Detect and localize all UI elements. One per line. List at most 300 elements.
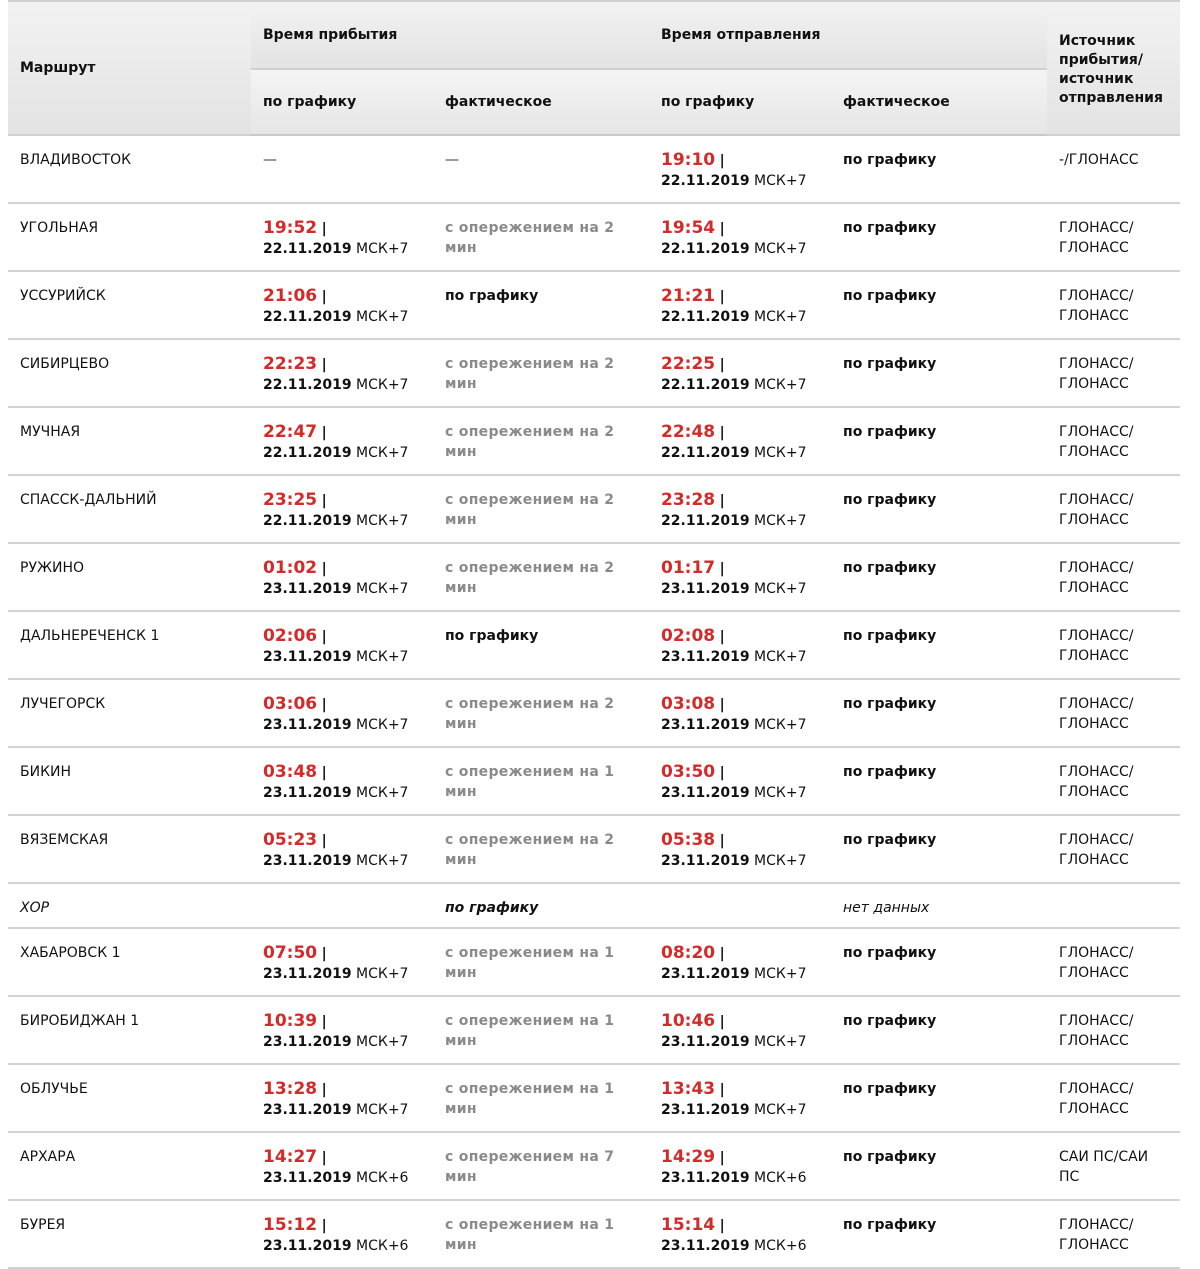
- source-label: ГЛОНАСС/ ГЛОНАСС: [1059, 832, 1134, 868]
- dep-time: 02:08: [661, 626, 716, 646]
- departure-status: по графику: [843, 1081, 937, 1097]
- arrival-actual: [433, 543, 649, 611]
- station-label: БИКИН: [20, 764, 72, 780]
- departure-scheduled: [649, 996, 831, 1064]
- table-header: [8, 1, 1180, 135]
- source: [1047, 928, 1180, 996]
- departure-actual: [831, 271, 1047, 339]
- departure-actual: [831, 1064, 1047, 1132]
- source-label: ГЛОНАСС/ ГЛОНАСС: [1059, 628, 1134, 664]
- source-label: ГЛОНАСС/ ГЛОНАСС: [1059, 764, 1134, 800]
- arr-time: 15:12: [263, 1215, 318, 1235]
- station-name: [8, 679, 251, 747]
- source: [1047, 1064, 1180, 1132]
- source-label: ГЛОНАСС/ ГЛОНАСС: [1059, 1217, 1134, 1253]
- departure-scheduled: [649, 271, 831, 339]
- station-label: ЛУЧЕГОРСК: [20, 696, 106, 712]
- source-label: ГЛОНАСС/ ГЛОНАСС: [1059, 356, 1134, 392]
- arrival-status: с опережением на 2 мин: [445, 696, 615, 732]
- separator: |: [719, 221, 725, 237]
- departure-actual: [831, 747, 1047, 815]
- dep-date: 23.11.2019: [661, 853, 750, 869]
- source-label: ГЛОНАСС/ ГЛОНАСС: [1059, 1013, 1134, 1049]
- dep-date: 22.11.2019: [661, 513, 750, 529]
- departure-actual: [831, 611, 1047, 679]
- arr-timezone: МСК+7: [356, 649, 409, 665]
- arrival-empty: —: [263, 152, 277, 168]
- separator: |: [321, 697, 327, 713]
- dep-date: 23.11.2019: [661, 966, 750, 982]
- arrival-status: с опережением на 1 мин: [445, 1081, 615, 1117]
- departure-actual: [831, 1132, 1047, 1200]
- station-name: [8, 1132, 251, 1200]
- arrival-scheduled: [251, 407, 433, 475]
- table-row: [8, 928, 1180, 996]
- table-row: [8, 407, 1180, 475]
- station-label: УССУРИЙСК: [20, 288, 106, 304]
- arr-date: 22.11.2019: [263, 309, 352, 325]
- separator: |: [321, 833, 327, 849]
- source-label: ГЛОНАСС/ ГЛОНАСС: [1059, 220, 1134, 256]
- separator: |: [719, 425, 725, 441]
- table-row: [8, 543, 1180, 611]
- arr-time: 02:06: [263, 626, 318, 646]
- arrival-actual: [433, 1132, 649, 1200]
- dep-date: 22.11.2019: [661, 445, 750, 461]
- station-name: [8, 135, 251, 203]
- departure-scheduled: [649, 339, 831, 407]
- table-row: [8, 135, 1180, 203]
- arr-time: 19:52: [263, 218, 318, 238]
- arrival-status: с опережением на 2 мин: [445, 560, 615, 596]
- dep-time: 14:29: [661, 1147, 716, 1167]
- header-arrival-actual: фактическое: [433, 69, 649, 135]
- dep-time: 13:43: [661, 1079, 716, 1099]
- source-label: ГЛОНАСС/ ГЛОНАСС: [1059, 1081, 1134, 1117]
- arrival-actual: [433, 135, 649, 203]
- arrival-status: с опережением на 1 мин: [445, 764, 615, 800]
- dep-date: 22.11.2019: [661, 241, 750, 257]
- arr-date: 23.11.2019: [263, 966, 352, 982]
- dep-time: 01:17: [661, 558, 716, 578]
- departure-scheduled: [649, 1200, 831, 1268]
- station-name: [8, 883, 251, 928]
- dep-time: 10:46: [661, 1011, 716, 1031]
- table-row: [8, 1064, 1180, 1132]
- dep-date: 23.11.2019: [661, 649, 750, 665]
- departure-actual: [831, 928, 1047, 996]
- departure-status: нет данных: [843, 900, 930, 916]
- arr-timezone: МСК+7: [356, 966, 409, 982]
- header-arrival-scheduled: по графику: [251, 69, 433, 135]
- station-name: [8, 475, 251, 543]
- arr-date: 23.11.2019: [263, 581, 352, 597]
- arr-time: 22:47: [263, 422, 318, 442]
- source-label: ГЛОНАСС/ ГЛОНАСС: [1059, 696, 1134, 732]
- arrival-scheduled: [251, 543, 433, 611]
- arr-timezone: МСК+7: [356, 309, 409, 325]
- departure-actual: [831, 475, 1047, 543]
- departure-scheduled: [649, 883, 831, 928]
- source-label: ГЛОНАСС/ ГЛОНАСС: [1059, 945, 1134, 981]
- arrival-scheduled: [251, 339, 433, 407]
- arrival-scheduled: [251, 1064, 433, 1132]
- station-name: [8, 1064, 251, 1132]
- station-name: [8, 407, 251, 475]
- arr-date: 22.11.2019: [263, 513, 352, 529]
- arrival-scheduled: [251, 996, 433, 1064]
- table-row: [8, 1132, 1180, 1200]
- arr-date: 23.11.2019: [263, 717, 352, 733]
- source: [1047, 271, 1180, 339]
- departure-status: по графику: [843, 560, 937, 576]
- separator: |: [321, 1014, 327, 1030]
- arr-date: 23.11.2019: [263, 649, 352, 665]
- source: [1047, 815, 1180, 883]
- arrival-status: по графику: [445, 628, 539, 644]
- separator: |: [719, 1014, 725, 1030]
- separator: |: [321, 561, 327, 577]
- separator: |: [719, 833, 725, 849]
- departure-status: по графику: [843, 220, 937, 236]
- departure-status: по графику: [843, 492, 937, 508]
- dep-timezone: МСК+7: [754, 241, 807, 257]
- station-label: ОБЛУЧЬЕ: [20, 1081, 88, 1097]
- departure-scheduled: [649, 1064, 831, 1132]
- separator: |: [719, 1218, 725, 1234]
- arrival-actual: [433, 203, 649, 271]
- arr-time: 21:06: [263, 286, 318, 306]
- separator: |: [321, 289, 327, 305]
- source: [1047, 679, 1180, 747]
- arrival-actual: [433, 679, 649, 747]
- dep-time: 03:50: [661, 762, 716, 782]
- arrival-status: с опережением на 2 мин: [445, 832, 615, 868]
- dep-date: 23.11.2019: [661, 1170, 750, 1186]
- station-label: РУЖИНО: [20, 560, 85, 576]
- dep-timezone: МСК+7: [754, 649, 807, 665]
- arr-time: 10:39: [263, 1011, 318, 1031]
- station-name: [8, 747, 251, 815]
- dep-date: 22.11.2019: [661, 377, 750, 393]
- arrival-actual: [433, 271, 649, 339]
- arr-timezone: МСК+6: [356, 1238, 409, 1254]
- arr-time: 01:02: [263, 558, 318, 578]
- dep-timezone: МСК+7: [754, 1102, 807, 1118]
- separator: |: [321, 629, 327, 645]
- arr-time: 13:28: [263, 1079, 318, 1099]
- arr-date: 23.11.2019: [263, 1102, 352, 1118]
- arrival-scheduled: [251, 1200, 433, 1268]
- separator: |: [321, 1218, 327, 1234]
- departure-status: по графику: [843, 356, 937, 372]
- dep-date: 23.11.2019: [661, 785, 750, 801]
- dep-date: 23.11.2019: [661, 1102, 750, 1118]
- separator: |: [719, 1150, 725, 1166]
- arrival-status: по графику: [445, 288, 539, 304]
- departure-status: по графику: [843, 1013, 937, 1029]
- separator: |: [719, 946, 725, 962]
- table-row: [8, 883, 1180, 928]
- departure-scheduled: [649, 135, 831, 203]
- table-body: [8, 135, 1180, 1268]
- station-name: [8, 271, 251, 339]
- table-row: [8, 747, 1180, 815]
- dep-timezone: МСК+7: [754, 581, 807, 597]
- arrival-status: с опережением на 1 мин: [445, 945, 615, 981]
- source: [1047, 883, 1180, 928]
- source-label: ГЛОНАСС/ ГЛОНАСС: [1059, 560, 1134, 596]
- header-source: Источник прибытия/ источник отправления: [1047, 1, 1180, 135]
- header-route: Маршрут: [8, 1, 251, 135]
- departure-scheduled: [649, 407, 831, 475]
- arr-timezone: МСК+7: [356, 445, 409, 461]
- header-departure: Время отправления: [649, 1, 1047, 69]
- arrival-actual: [433, 747, 649, 815]
- arrival-scheduled: [251, 203, 433, 271]
- dep-time: 19:54: [661, 218, 716, 238]
- arrival-actual: [433, 996, 649, 1064]
- arr-time: 07:50: [263, 943, 318, 963]
- arr-timezone: МСК+7: [356, 377, 409, 393]
- dep-timezone: МСК+7: [754, 785, 807, 801]
- departure-scheduled: [649, 1132, 831, 1200]
- table-row: [8, 679, 1180, 747]
- separator: |: [719, 765, 725, 781]
- separator: |: [321, 357, 327, 373]
- separator: |: [719, 289, 725, 305]
- arrival-status: с опережением на 2 мин: [445, 492, 615, 528]
- separator: |: [719, 357, 725, 373]
- dep-time: 23:28: [661, 490, 716, 510]
- departure-scheduled: [649, 928, 831, 996]
- dep-time: 22:48: [661, 422, 716, 442]
- dep-timezone: МСК+7: [754, 1034, 807, 1050]
- separator: |: [719, 629, 725, 645]
- departure-scheduled: [649, 815, 831, 883]
- source: [1047, 996, 1180, 1064]
- dep-date: 23.11.2019: [661, 581, 750, 597]
- dep-timezone: МСК+7: [754, 966, 807, 982]
- arr-date: 23.11.2019: [263, 1170, 352, 1186]
- arr-time: 05:23: [263, 830, 318, 850]
- departure-status: по графику: [843, 424, 937, 440]
- dep-time: 21:21: [661, 286, 716, 306]
- source: [1047, 611, 1180, 679]
- schedule-table-container: [8, 0, 1180, 1269]
- arrival-status: с опережением на 2 мин: [445, 220, 615, 256]
- separator: |: [719, 1082, 725, 1098]
- separator: |: [321, 221, 327, 237]
- departure-actual: [831, 815, 1047, 883]
- station-name: [8, 928, 251, 996]
- station-name: [8, 203, 251, 271]
- source: [1047, 475, 1180, 543]
- station-label: СИБИРЦЕВО: [20, 356, 110, 372]
- departure-scheduled: [649, 679, 831, 747]
- dep-timezone: МСК+7: [754, 309, 807, 325]
- station-label: БИРОБИДЖАН 1: [20, 1013, 140, 1029]
- arrival-actual: [433, 339, 649, 407]
- station-name: [8, 1200, 251, 1268]
- source-label: САИ ПС/САИ ПС: [1059, 1149, 1149, 1185]
- arrival-status: с опережением на 1 мин: [445, 1013, 615, 1049]
- departure-status: по графику: [843, 152, 937, 168]
- table-row: [8, 1200, 1180, 1268]
- dep-timezone: МСК+6: [754, 1170, 807, 1186]
- station-label: АРХАРА: [20, 1149, 76, 1165]
- departure-actual: [831, 996, 1047, 1064]
- arrival-actual: [433, 815, 649, 883]
- departure-status: по графику: [843, 1217, 937, 1233]
- departure-actual: [831, 203, 1047, 271]
- station-label: ХОР: [20, 900, 50, 916]
- station-label: МУЧНАЯ: [20, 424, 81, 440]
- separator: |: [321, 1150, 327, 1166]
- separator: |: [719, 697, 725, 713]
- source: [1047, 1132, 1180, 1200]
- arr-date: 23.11.2019: [263, 853, 352, 869]
- source-label: ГЛОНАСС/ ГЛОНАСС: [1059, 492, 1134, 528]
- arr-timezone: МСК+6: [356, 1170, 409, 1186]
- station-label: ХАБАРОВСК 1: [20, 945, 121, 961]
- station-label: ВЛАДИВОСТОК: [20, 152, 132, 168]
- separator: |: [321, 946, 327, 962]
- departure-scheduled: [649, 475, 831, 543]
- departure-actual: [831, 135, 1047, 203]
- arrival-scheduled: [251, 271, 433, 339]
- separator: |: [719, 493, 725, 509]
- source-label: ГЛОНАСС/ ГЛОНАСС: [1059, 288, 1134, 324]
- dep-time: 19:10: [661, 150, 716, 170]
- header-departure-actual: фактическое: [831, 69, 1047, 135]
- departure-status: по графику: [843, 1149, 937, 1165]
- source: [1047, 203, 1180, 271]
- arr-timezone: МСК+7: [356, 785, 409, 801]
- arr-timezone: МСК+7: [356, 717, 409, 733]
- departure-scheduled: [649, 543, 831, 611]
- dep-timezone: МСК+7: [754, 513, 807, 529]
- arrival-actual: [433, 475, 649, 543]
- departure-status: по графику: [843, 628, 937, 644]
- station-name: [8, 543, 251, 611]
- arr-timezone: МСК+7: [356, 581, 409, 597]
- table-row: [8, 475, 1180, 543]
- dep-timezone: МСК+7: [754, 445, 807, 461]
- dep-date: 22.11.2019: [661, 173, 750, 189]
- arrival-scheduled: [251, 747, 433, 815]
- dep-date: 23.11.2019: [661, 717, 750, 733]
- departure-status: по графику: [843, 764, 937, 780]
- departure-status: по графику: [843, 696, 937, 712]
- arrival-status: с опережением на 7 мин: [445, 1149, 615, 1185]
- arr-date: 23.11.2019: [263, 1034, 352, 1050]
- dep-time: 03:08: [661, 694, 716, 714]
- arr-date: 23.11.2019: [263, 785, 352, 801]
- arrival-actual: [433, 1200, 649, 1268]
- arrival-actual: [433, 883, 649, 928]
- dep-timezone: МСК+7: [754, 717, 807, 733]
- separator: |: [719, 153, 725, 169]
- arr-time: 23:25: [263, 490, 318, 510]
- table-row: [8, 339, 1180, 407]
- departure-status: по графику: [843, 945, 937, 961]
- station-label: ВЯЗЕМСКАЯ: [20, 832, 109, 848]
- source: [1047, 747, 1180, 815]
- dep-time: 15:14: [661, 1215, 716, 1235]
- dep-timezone: МСК+7: [754, 173, 807, 189]
- arrival-scheduled: [251, 679, 433, 747]
- station-label: СПАССК-ДАЛЬНИЙ: [20, 492, 157, 508]
- arrival-status: по графику: [445, 900, 539, 916]
- departure-actual: [831, 1200, 1047, 1268]
- station-name: [8, 996, 251, 1064]
- dep-time: 05:38: [661, 830, 716, 850]
- arrival-scheduled: [251, 815, 433, 883]
- source: [1047, 543, 1180, 611]
- arr-timezone: МСК+7: [356, 1102, 409, 1118]
- separator: |: [719, 561, 725, 577]
- departure-scheduled: [649, 747, 831, 815]
- station-name: [8, 611, 251, 679]
- table-row: [8, 271, 1180, 339]
- dep-timezone: МСК+7: [754, 377, 807, 393]
- source: [1047, 1200, 1180, 1268]
- separator: |: [321, 765, 327, 781]
- arrival-scheduled: [251, 135, 433, 203]
- arr-time: 03:48: [263, 762, 318, 782]
- arrival-status: с опережением на 2 мин: [445, 424, 615, 460]
- station-label: БУРЕЯ: [20, 1217, 66, 1233]
- source: [1047, 407, 1180, 475]
- arr-date: 22.11.2019: [263, 241, 352, 257]
- arrival-actual: [433, 1064, 649, 1132]
- arrival-scheduled: [251, 883, 433, 928]
- station-name: [8, 339, 251, 407]
- dep-timezone: МСК+7: [754, 853, 807, 869]
- arrival-scheduled: [251, 1132, 433, 1200]
- dep-date: 23.11.2019: [661, 1238, 750, 1254]
- source: [1047, 339, 1180, 407]
- schedule-table: [8, 0, 1180, 1269]
- table-row: [8, 996, 1180, 1064]
- arr-date: 22.11.2019: [263, 377, 352, 393]
- arr-time: 14:27: [263, 1147, 318, 1167]
- arr-timezone: МСК+7: [356, 853, 409, 869]
- station-label: УГОЛЬНАЯ: [20, 220, 99, 236]
- dep-time: 22:25: [661, 354, 716, 374]
- departure-scheduled: [649, 611, 831, 679]
- arr-timezone: МСК+7: [356, 241, 409, 257]
- departure-status: по графику: [843, 832, 937, 848]
- dep-timezone: МСК+6: [754, 1238, 807, 1254]
- header-arrival: Время прибытия: [251, 1, 649, 69]
- table-row: [8, 611, 1180, 679]
- departure-actual: [831, 679, 1047, 747]
- arrival-status: —: [445, 152, 459, 168]
- departure-actual: [831, 883, 1047, 928]
- arr-timezone: МСК+7: [356, 513, 409, 529]
- dep-date: 23.11.2019: [661, 1034, 750, 1050]
- departure-status: по графику: [843, 288, 937, 304]
- arr-time: 03:06: [263, 694, 318, 714]
- separator: |: [321, 425, 327, 441]
- source-label: ГЛОНАСС/ ГЛОНАСС: [1059, 424, 1134, 460]
- station-name: [8, 815, 251, 883]
- separator: |: [321, 493, 327, 509]
- arrival-actual: [433, 611, 649, 679]
- arrival-actual: [433, 928, 649, 996]
